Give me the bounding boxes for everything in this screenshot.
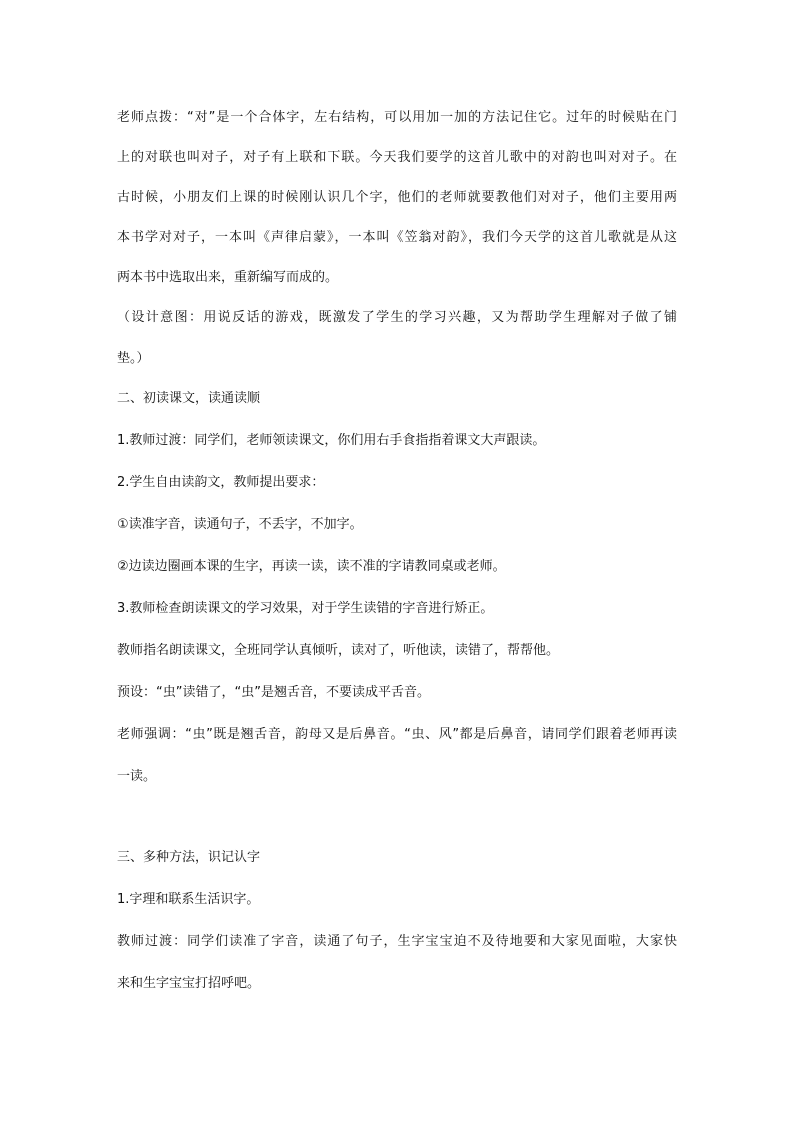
list-item: ①读准字音，读通句子，不丢字，不加字。 [117,517,363,532]
design-intent-line: 垫。） [117,351,150,366]
paragraph-line: 古时候，小朋友们上课的时候刚认识几个字，他们的老师就要教他们对对子，他们主要用两 [117,190,677,205]
paragraph-line: 2.学生自由读韵文，教师提出要求： [117,475,325,490]
paragraph-line: 来和生字宝宝打招呼吧。 [117,976,261,991]
design-intent-line: （设计意图：用说反话的游戏，既激发了学生的学习兴趣，又为帮助学生理解对子做了铺 [117,310,677,325]
list-item: ②边读边圈画本课的生字，再读一读，读不准的字请教同桌或老师。 [117,559,506,574]
section-heading: 三、多种方法，识记认字 [117,850,261,865]
paragraph-line: 教师指名朗读课文，全班同学认真倾听，读对了，听他读，读错了，帮帮他。 [117,643,560,658]
paragraph-line: 预设：“虫”读错了，“虫”是翘舌音，不要读成平舌音。 [117,685,430,700]
paragraph-line: 1.教师过渡：同学们，老师领读课文，你们用右手食指指着课文大声跟读。 [117,433,546,448]
paragraph-line: 一读。 [117,769,157,784]
paragraph-line: 老师点拨：“对”是一个合体字，左右结构，可以用加一加的方法记住它。过年的时候贴在门 [117,110,677,125]
paragraph-line: 本书学对对子，一本叫《声律启蒙》，一本叫《笠翁对韵》，我们今天学的这首儿歌就是从这 [117,230,677,245]
paragraph-line: 3.教师检查朗读课文的学习效果，对于学生读错的字音进行矫正。 [117,601,494,616]
paragraph-line: 两本书中选取出来，重新编写而成的。 [117,270,339,285]
section-heading: 二、初读课文，读通读顺 [117,391,261,406]
paragraph-line: 教师过渡：同学们读准了字音，读通了句子，生字宝宝迫不及待地要和大家见面啦，大家快 [117,934,677,949]
paragraph-line: 上的对联也叫对子，对子有上联和下联。今天我们要学的这首儿歌中的对韵也叫对对子。在 [117,150,677,165]
paragraph-line: 老师强调：“虫”既是翘舌音，韵母又是后鼻音。“虫、风”都是后鼻音，请同学们跟着老师再读 [117,727,677,742]
paragraph-line: 1.字理和联系生活识字。 [117,892,260,907]
